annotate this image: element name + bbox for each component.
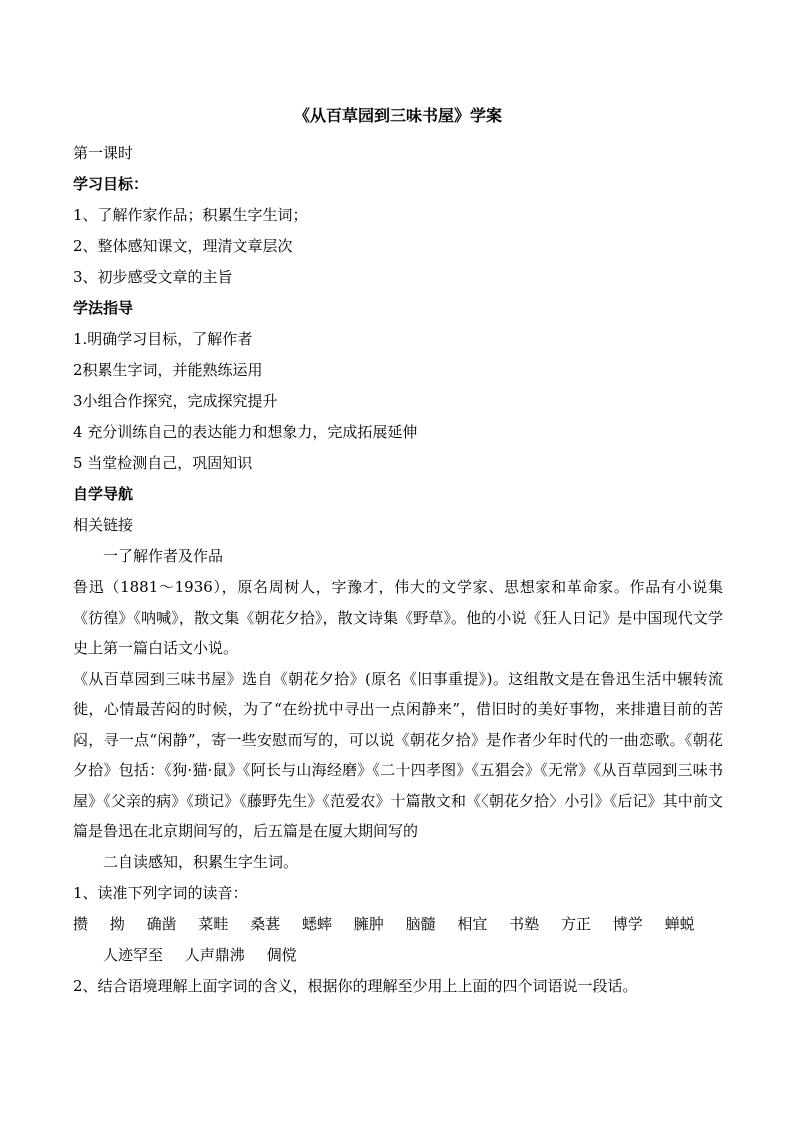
goals-heading: 学习目标： [73, 175, 149, 193]
vocab-word: 脑髓 [405, 914, 436, 933]
goal-item: 2、整体感知课文，理清文章层次 [73, 237, 293, 255]
document-title: 《从百草园到三味书屋》学案 [293, 106, 502, 125]
vocab-word: 拗 [109, 914, 125, 933]
vocab-word: 相宜 [457, 914, 488, 933]
vocab-word: 方正 [560, 914, 591, 933]
subsection-author-works: 一了解作者及作品 [103, 547, 224, 565]
method-item: 1.明确学习目标，了解作者 [73, 330, 253, 348]
question-2: 2、结合语境理解上面字词的含义，根据你的理解至少用上上面的四个词语说一段话。 [73, 976, 638, 995]
document-page [73, 100, 723, 1002]
author-paragraph: 鲁迅（1881～1936），原名周树人，字豫才，伟大的文学家、思想家和革命家。作品有小说集《彷徨》《呐喊》，散文集《朝花夕拾》，散文诗集《野草》。他的小说《狂人日记》是中国现代文学史上第一篇白话文小说。 [73, 578, 723, 657]
guide-heading: 自学导航 [73, 485, 134, 503]
goal-item: 3、初步感受文章的主旨 [73, 268, 233, 286]
vocab-word: 臃肿 [353, 914, 384, 933]
method-item: 4 充分训练自己的表达能力和想象力，完成拓展延伸 [73, 423, 418, 441]
subsection-reading: 二自读感知，积累生字生词。 [103, 852, 299, 871]
collection-paragraph: 《从百草园到三味书屋》选自《朝花夕拾》(原名《旧事重提》)。这组散文是在鲁迅生活中辗转流徙，心情最苦闷的时候，为了“在纷扰中寻出一点闲静来”，借旧时的美好事物，来排遣目前的苦闷，寻一点“闲静”，寄一些安慰而写的，可以说《朝花夕拾》是作者少年时代的一曲恋歌。《朝花夕拾》包括：《狗·猫·鼠》《阿长与山海经磨》《二十四孝图》《五猖会》《无常》《从百草园到三味书屋》《父亲的病》《琐记》《藤野先生》《范爱农》十篇散文和《〈朝花夕拾〉小引》《后记》其中前文篇是鲁迅在北京期间写的，后五篇是在厦大期间写的 [73, 669, 723, 840]
vocabulary-row [73, 909, 723, 940]
question-1: 1、读准下列字词的读音： [73, 883, 248, 902]
vocab-word: 人声鼎沸 [184, 945, 245, 964]
vocabulary-row [73, 940, 723, 971]
lesson-label: 第一课时 [73, 144, 134, 162]
vocab-word: 蝉蜕 [664, 914, 695, 933]
vocab-word: 攒 [73, 914, 89, 933]
related-links-label: 相关链接 [73, 516, 134, 534]
method-item: 2积累生字词，并能熟练运用 [73, 361, 263, 379]
vocab-word: 书塾 [509, 914, 540, 933]
method-heading: 学法指导 [73, 299, 134, 317]
vocab-word: 确凿 [146, 914, 177, 933]
goal-item: 1、了解作家作品；积累生字生词； [73, 206, 308, 224]
vocab-word: 博学 [612, 914, 643, 933]
vocab-word: 蟋蟀 [301, 914, 332, 933]
vocab-word: 桑葚 [250, 914, 281, 933]
vocab-word: 倜傥 [266, 945, 297, 964]
method-item: 5 当堂检测自己，巩固知识 [73, 454, 253, 472]
method-item: 3小组合作探究，完成探究提升 [73, 392, 278, 410]
vocab-word: 人迹罕至 [103, 945, 164, 964]
vocab-word: 菜畦 [198, 914, 229, 933]
